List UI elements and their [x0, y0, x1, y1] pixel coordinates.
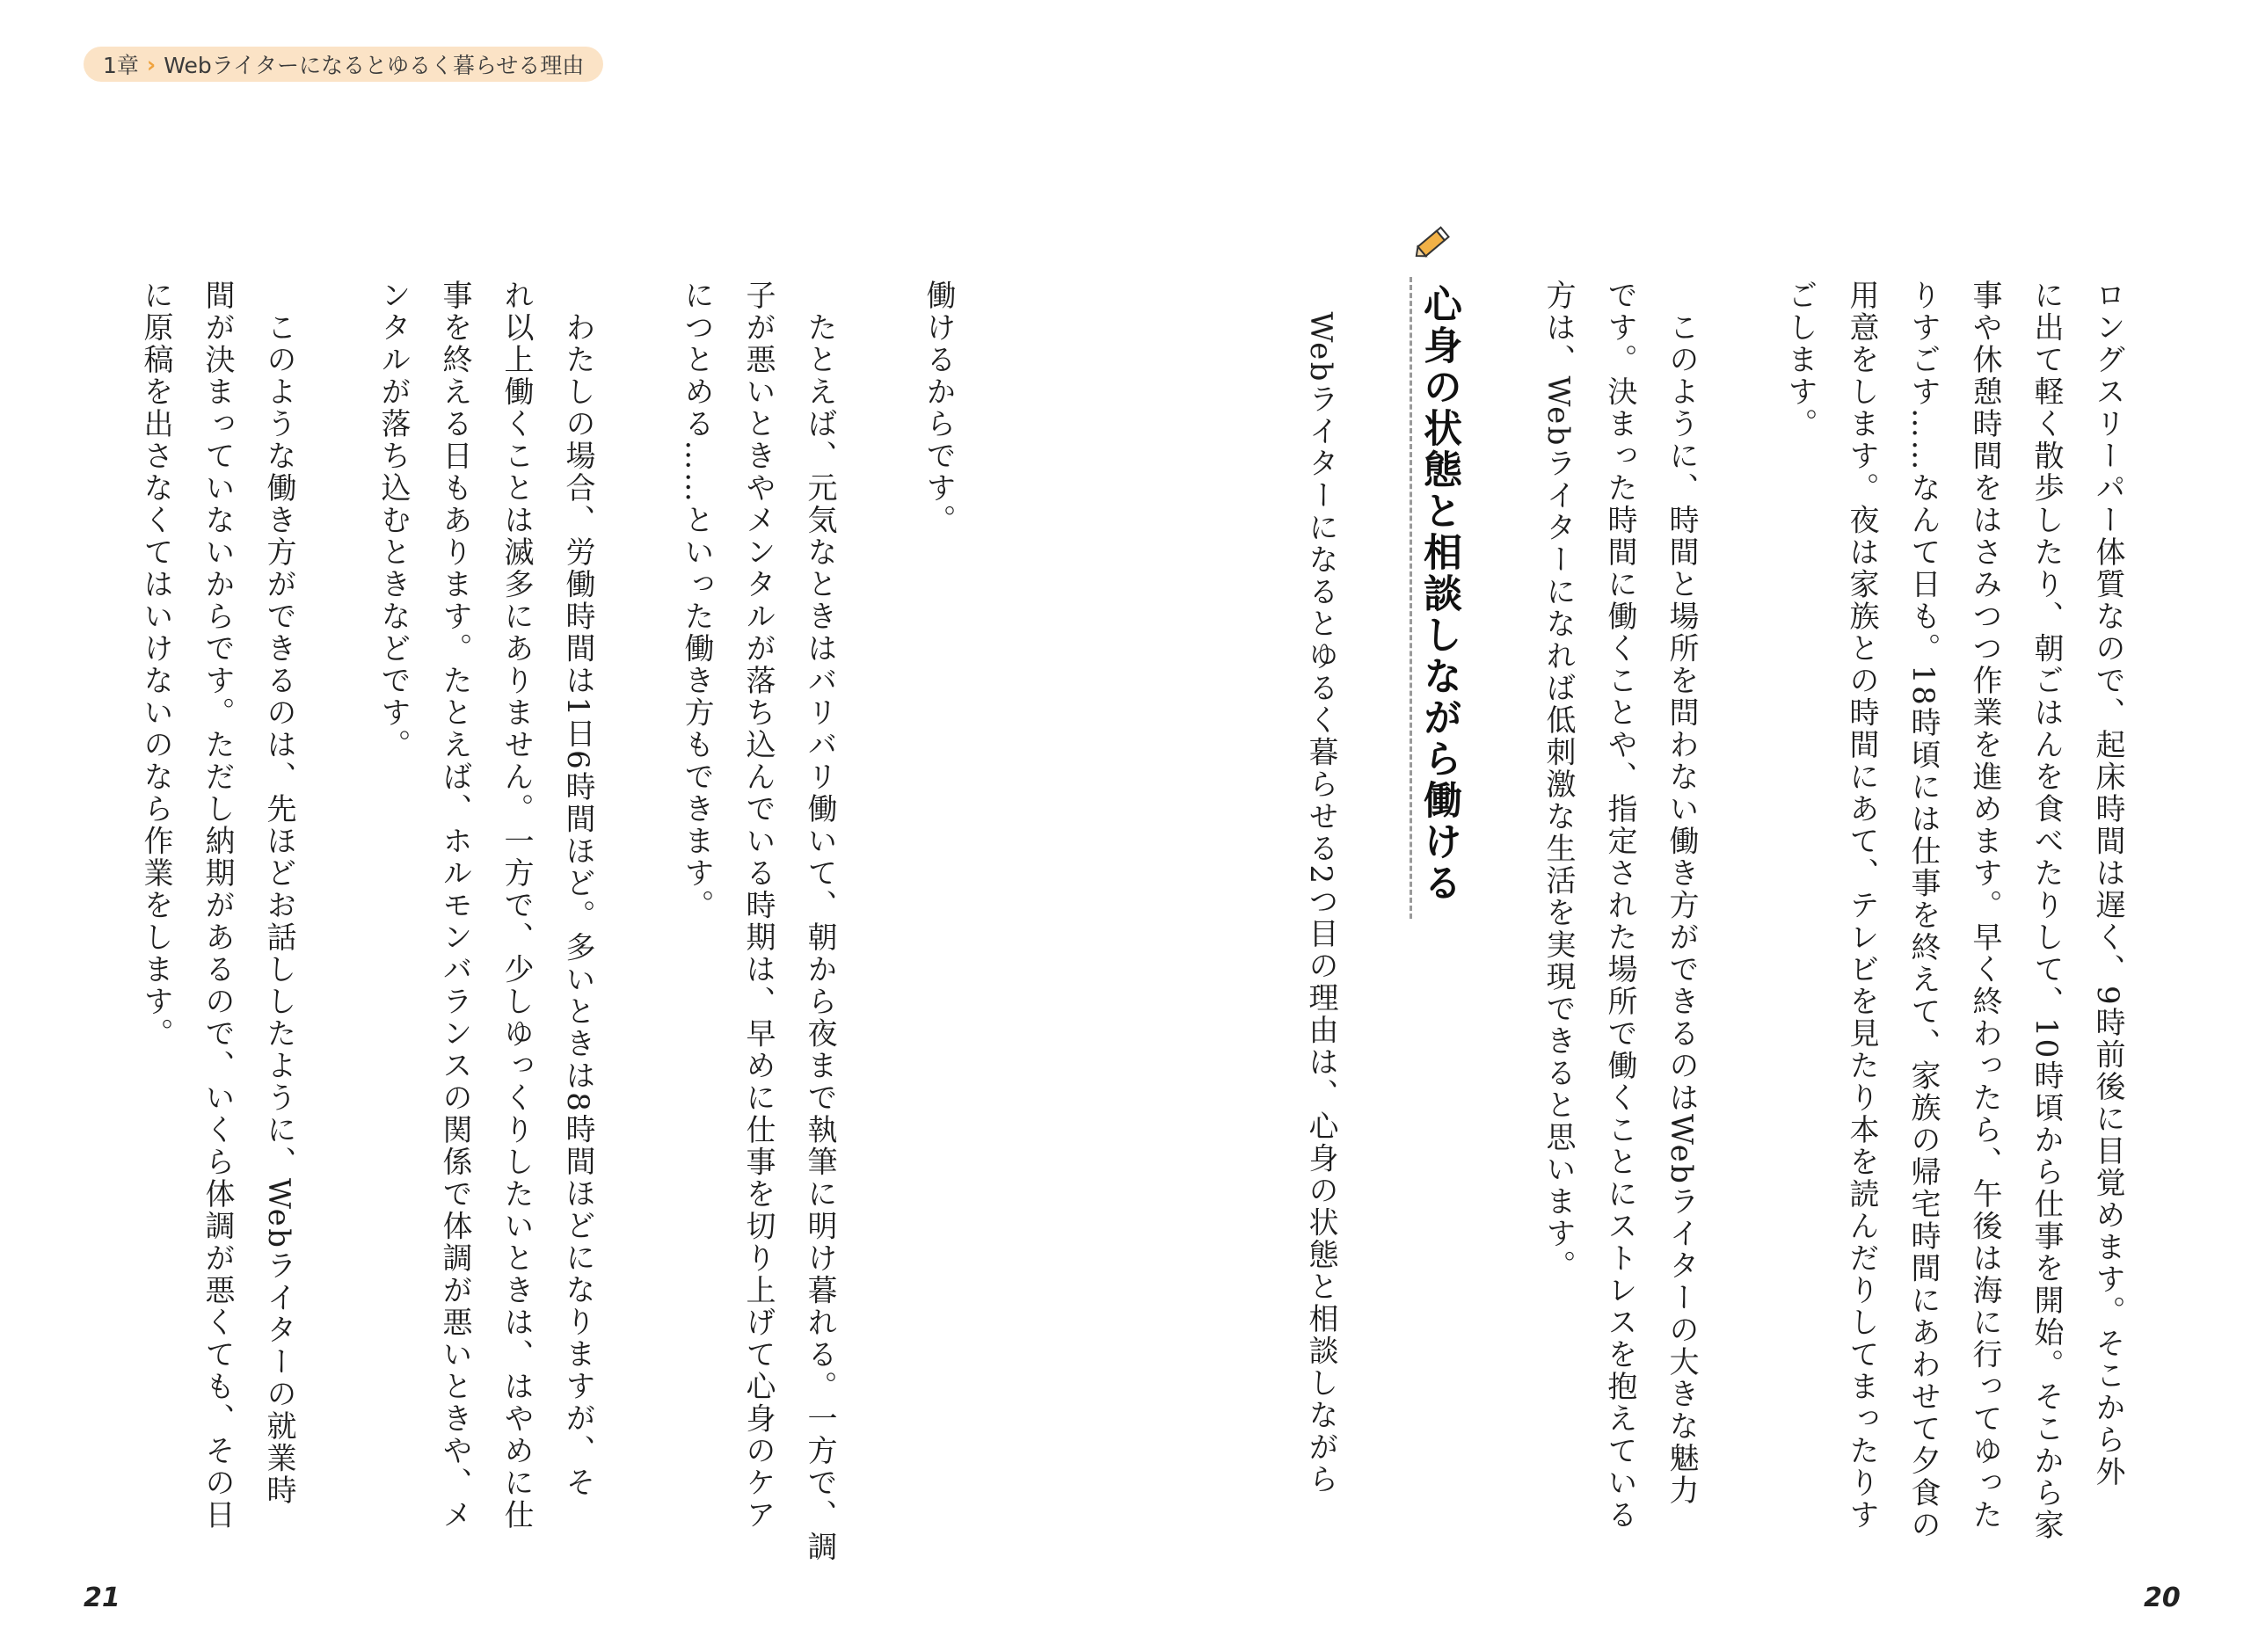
text-column: 事を終える日もあります。たとえば、ホルモンバランスの関係で体調が悪いときや、メ [437, 280, 472, 1532]
text-column: Webライターになるとゆるく暮らせる2つ目の理由は、心身の状態と相談しながら [1303, 280, 1338, 1496]
text-column: ンタルが落ち込むときなどです。 [375, 280, 411, 761]
text-column: ごします。 [1782, 280, 1818, 440]
text-column: 用意をします。夜は家族との時間にあて、テレビを見たり本を読んだりしてまったりす [1844, 280, 1879, 1532]
page-number-left: 21 [84, 1583, 120, 1613]
text-column: りすごす……なんて日も。18時頃には仕事を終えて、家族の帰宅時間にあわせて夕食の [1905, 280, 1941, 1542]
text-column: に出て軽く散歩したり、朝ごはんを食べたりして、10時頃から仕事を開始。そこから家 [2029, 280, 2064, 1542]
text-column: わたしの場合、労働時間は1日6時間ほど。多いときは8時間ほどになりますが、そ [560, 280, 595, 1499]
chapter-breadcrumb [84, 47, 603, 82]
text-column: 方は、Webライターになれば低刺激な生活を実現できると思います。 [1541, 280, 1576, 1283]
pencil-icon [1411, 220, 1455, 264]
text-column: です。決まった時間に働くことや、指定された場所で働くことにストレスを抱えている [1602, 280, 1637, 1532]
page-number-right: 20 [2144, 1583, 2181, 1613]
text-column: ロングスリーパー体質なので、起床時間は遅く、9時前後に目覚めます。そこから外 [2090, 280, 2125, 1488]
text-column: 事や休憩時間をはさみつつ作業を進めます。早く終わったら、午後は海に行ってゆった [1967, 280, 2002, 1532]
text-column: 子が悪いときやメンタルが落ち込んでいる時期は、早めに仕事を切り上げて心身のケア [740, 280, 776, 1532]
chevron-right-icon: › [146, 51, 157, 77]
text-column: につとめる……といった働き方もできます。 [679, 280, 714, 921]
chapter-label: 1章 [103, 53, 139, 78]
text-column: れ以上働くことは滅多にありません。一方で、少しゆっくりしたいときは、はやめに仕 [499, 280, 534, 1532]
text-column: たとえば、元気なときはバリバリ働いて、朝から夜まで執筆に明け暮れる。一方で、調 [802, 280, 837, 1563]
chapter-title: Webライターになるとゆるく暮らせる理由 [164, 53, 585, 78]
text-column: に原稿を出さなくてはいけないのなら作業をします。 [138, 280, 173, 1050]
text-column: このように、時間と場所を問わない働き方ができるのはWebライターの大きな魅力 [1664, 280, 1699, 1507]
text-column: 働けるからです。 [921, 280, 956, 536]
text-column: 間が決まっていないからです。ただし納期があるので、いくら体調が悪くても、その日 [200, 280, 235, 1532]
text-column: このような働き方ができるのは、先ほどお話ししたように、Webライターの就業時 [261, 280, 296, 1507]
section-heading-text: 心身の状態と相談しながら働ける [1417, 284, 1461, 904]
section-heading [1410, 277, 1465, 919]
